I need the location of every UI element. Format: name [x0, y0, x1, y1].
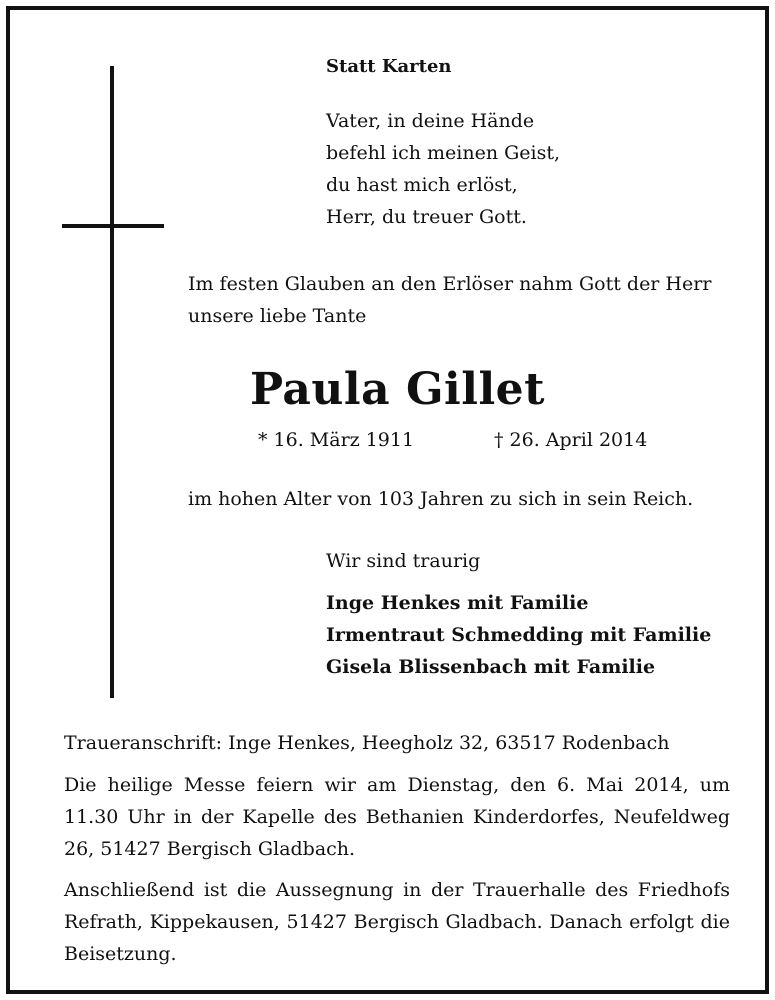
birth-date: * 16. März 1911 — [258, 429, 415, 451]
bible-verse — [326, 105, 560, 233]
verse-line: befehl ich meinen Geist, — [326, 142, 561, 164]
death-date: † 26. April 2014 — [494, 429, 648, 451]
age-line: im hohen Alter von 103 Jahren zu sich in sein Reich. — [188, 488, 694, 510]
intro-line: unsere liebe Tante — [188, 305, 367, 327]
verse-line: Herr, du treuer Gott. — [326, 206, 527, 228]
family-name: Irmentraut Schmedding mit Familie — [326, 624, 712, 646]
cross-icon-bar — [62, 224, 164, 228]
verse-line: du hast mich erlöst, — [326, 174, 518, 196]
verse-line: Vater, in deine Hände — [326, 110, 535, 132]
intro-text — [188, 268, 711, 332]
mourning-address: Traueranschrift: Inge Henkes, Heegholz 32, 63517 Rodenbach — [64, 732, 670, 754]
notice-heading: Statt Karten — [326, 56, 452, 77]
intro-line: Im festen Glauben an den Erlöser nahm Gott der Herr — [188, 273, 712, 295]
mass-info: Die heilige Messe feiern wir am Dienstag, den 6. Mai 2014, um 11.30 Uhr in der Kapelle des Bethanien Kinderdorfes, Neufeldweg 26, 51427 Bergisch Gladbach. — [64, 774, 730, 860]
burial-info: Anschließend ist die Aussegnung in der Trauerhalle des Friedhofs Refrath, Kippekausen, 51427 Bergisch Gladbach. Danach erfolgt die Beisetzung. — [64, 879, 730, 965]
mourner-families — [326, 587, 711, 683]
mourners-intro: Wir sind traurig — [326, 550, 481, 572]
family-name: Inge Henkes mit Familie — [326, 592, 589, 614]
family-name: Gisela Blissenbach mit Familie — [326, 656, 656, 678]
obituary-notice — [6, 6, 769, 994]
deceased-name: Paula Gillet — [250, 364, 545, 415]
